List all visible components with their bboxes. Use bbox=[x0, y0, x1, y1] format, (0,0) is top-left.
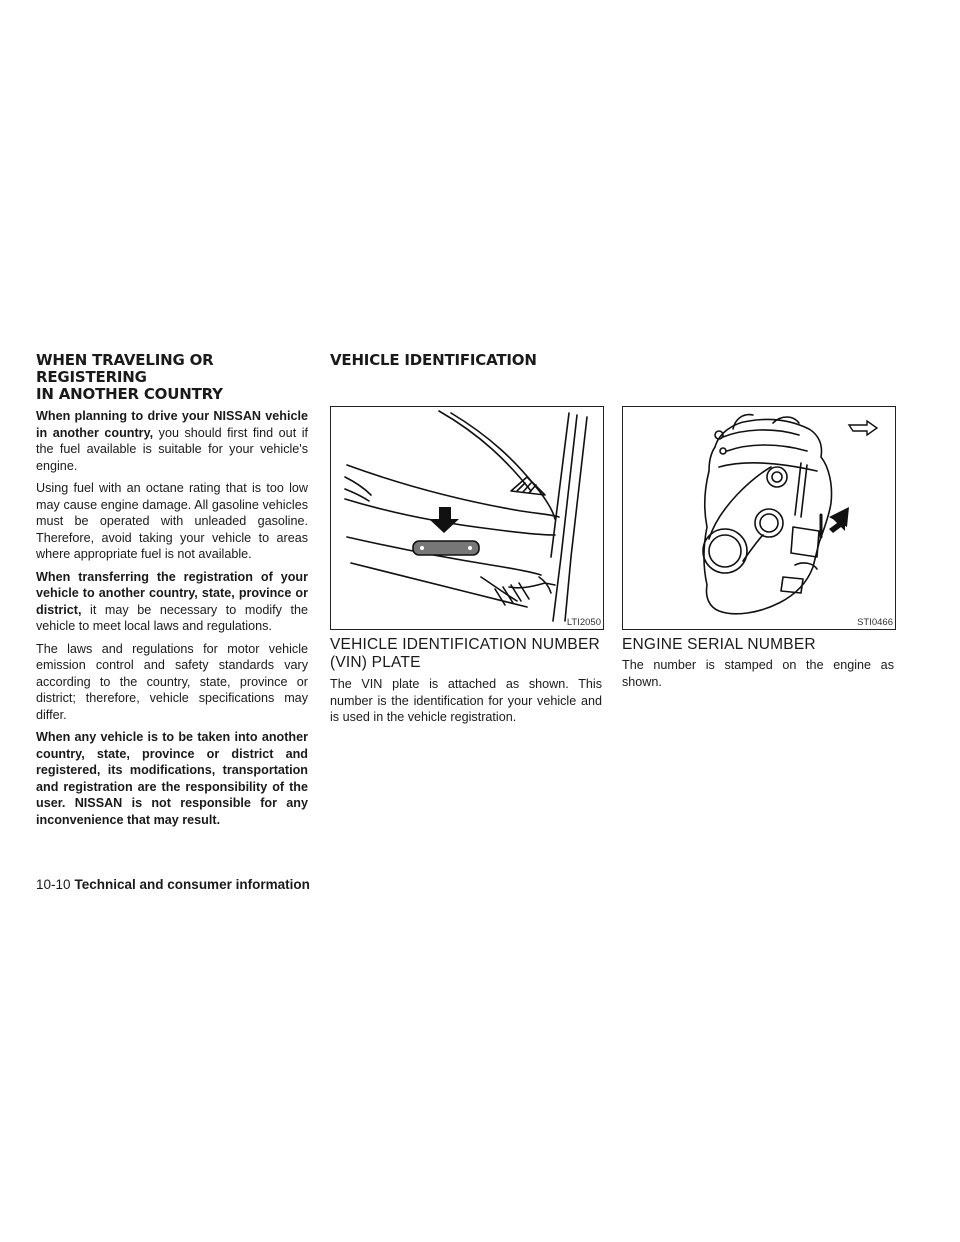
engine-serial-description-text: The number is stamped on the engine as shown. bbox=[622, 658, 894, 689]
paragraph-registration-bold: When transferring the registration of your vehicle to another country, state, province or district, bbox=[36, 569, 308, 617]
paragraph-octane: Using fuel with an octane rating that is too low may cause engine damage. All gasoline vehicles must be operated with unleaded gasoline. Therefore, avoid taking your vehicle to areas where appropriate fuel is not available. bbox=[36, 481, 308, 561]
vin-plate-figure bbox=[330, 406, 604, 630]
vin-figure-code: LTI2050 bbox=[566, 617, 601, 628]
paragraph-laws: The laws and regulations for motor vehicle emission control and safety standards vary according to the country, state, province or district; therefore, vehicle specifications may differ. bbox=[36, 641, 308, 722]
engine-figure-code: STI0466 bbox=[857, 617, 893, 628]
engine-serial-heading-text: ENGINE SERIAL NUMBER bbox=[622, 636, 816, 653]
paragraph-registration-text: it may be necessary to modify the vehicle to meet local laws and regulations. bbox=[36, 602, 308, 633]
vin-heading bbox=[330, 636, 606, 672]
engine-serial-figure bbox=[622, 406, 896, 630]
left-heading-line2: IN ANOTHER COUNTRY bbox=[36, 385, 223, 403]
vin-plate-illustration bbox=[331, 407, 603, 629]
left-heading-line1: WHEN TRAVELING OR REGISTERING bbox=[36, 351, 214, 386]
footer-section-title: Technical and consumer information bbox=[74, 877, 310, 892]
vin-heading-line1: VEHICLE IDENTIFICATION NUMBER bbox=[330, 636, 600, 653]
engine-serial-description bbox=[622, 657, 894, 690]
left-column bbox=[36, 408, 308, 834]
page-number: 10-10 bbox=[36, 877, 71, 892]
paragraph-responsibility bbox=[36, 729, 308, 828]
paragraph-fuel-bold: When planning to drive your NISSAN vehicle in another country, bbox=[36, 409, 308, 440]
paragraph-responsibility-bold: When any vehicle is to be taken into another country, state, province or district and registered, its modifications, transportation and registration are the responsibility of the user. NISSAN is not responsible for any inconvenience that may result. bbox=[36, 730, 308, 827]
vehicle-identification-heading: VEHICLE IDENTIFICATION bbox=[330, 351, 537, 369]
page-footer bbox=[36, 877, 310, 893]
left-section-heading bbox=[36, 352, 326, 403]
engine-serial-heading bbox=[622, 636, 898, 654]
paragraph-registration bbox=[36, 569, 308, 635]
paragraph-fuel-text: you should first find out if the fuel available is suitable for your vehicle's engine. bbox=[36, 425, 308, 473]
vin-description bbox=[330, 676, 602, 726]
engine-illustration bbox=[623, 407, 895, 629]
vin-heading-line2: (VIN) PLATE bbox=[330, 654, 421, 671]
vin-description-text: The VIN plate is attached as shown. This number is the identification for your vehicle and is used in the vehicle registration. bbox=[330, 677, 602, 724]
paragraph-fuel bbox=[36, 408, 308, 474]
right-section-heading bbox=[330, 352, 630, 369]
